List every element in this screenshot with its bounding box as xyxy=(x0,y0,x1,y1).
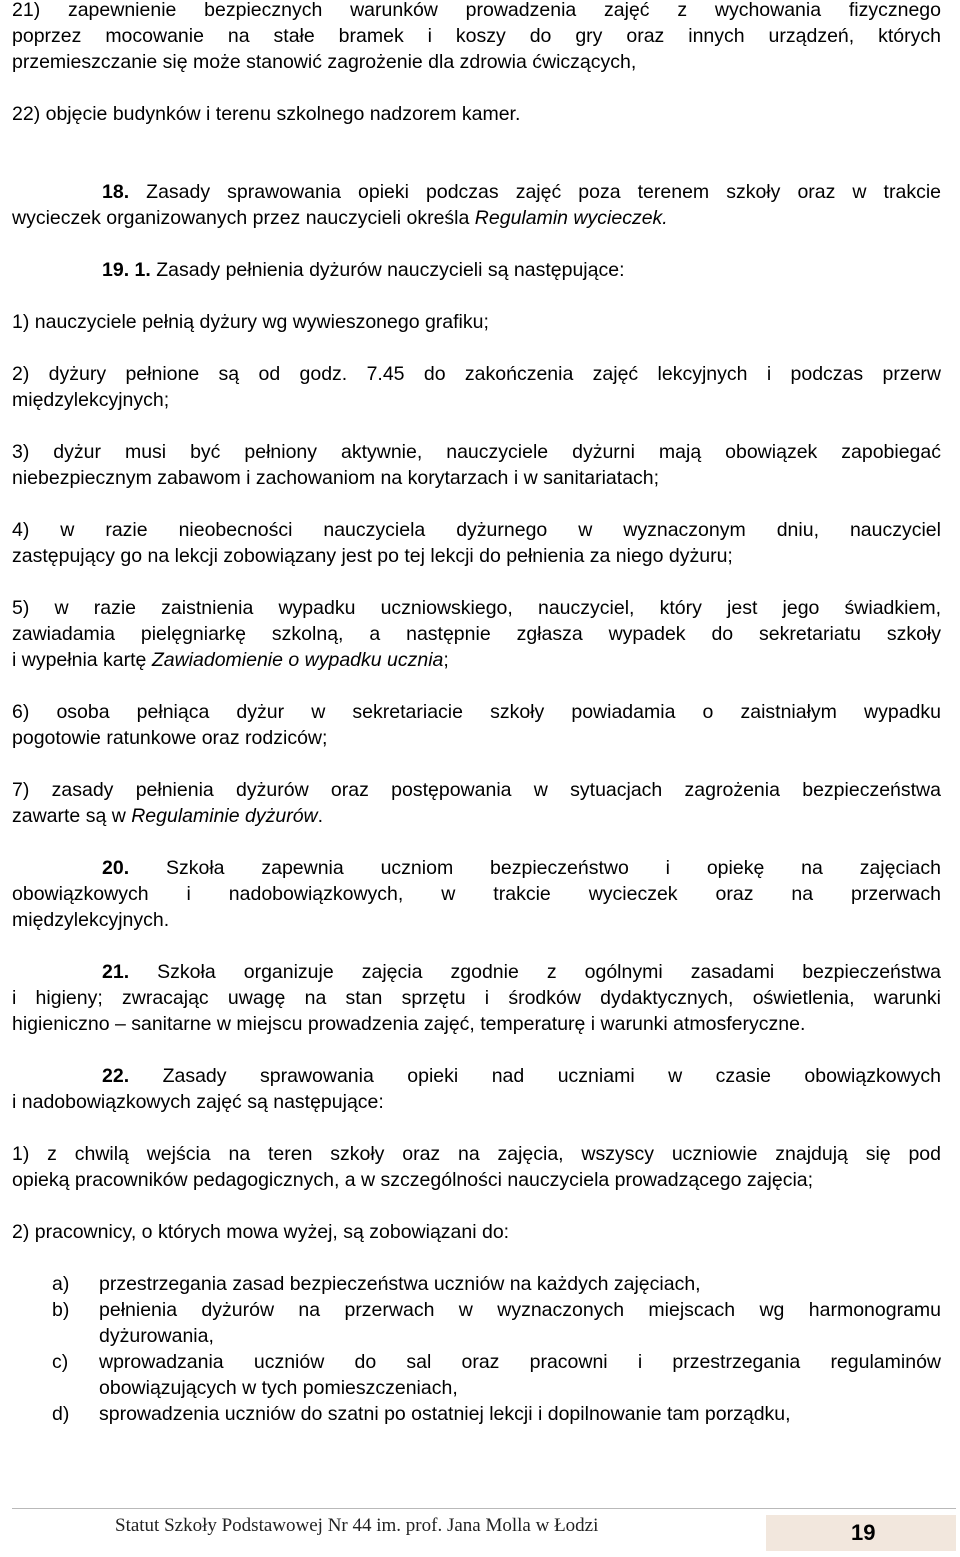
list-text: dyżurowania, xyxy=(99,1325,214,1347)
duty-3-line-2: niebezpiecznym zabawom i zachowaniom na korytarzach i w sanitariatach; xyxy=(12,467,660,489)
duty-5-text: i wypełnia kartę xyxy=(12,649,152,671)
section-21-line-3: higieniczno – sanitarne w miejscu prowadzenia zajęć, temperaturę i warunki atmosferyczne. xyxy=(12,1013,806,1035)
list-label: c) xyxy=(52,1351,69,1373)
list-text: obowiązujących w tych pomieszczeniach, xyxy=(99,1377,458,1399)
duty-5-line-1: 5) w razie zaistnienia wypadku uczniowskiego, nauczyciel, który jest jego świadkiem, xyxy=(12,597,941,619)
section-18-text-2: wycieczek organizowanych przez nauczycieli określa xyxy=(12,207,475,229)
list-text: przestrzegania zasad bezpieczeństwa uczniów na każdych zajęciach, xyxy=(99,1273,701,1295)
page-number-box xyxy=(766,1515,956,1551)
section-19-heading xyxy=(12,257,941,283)
list-label: d) xyxy=(52,1403,70,1425)
list-text: pełnienia dyżurów na przerwach w wyznaczonych miejscach wg harmonogramu xyxy=(99,1299,941,1321)
section-20-text: Szkoła zapewnia uczniom bezpieczeństwo i opiekę na zajęciach xyxy=(129,857,941,879)
section-18-line-1 xyxy=(12,179,941,205)
duty-7-end: . xyxy=(317,805,324,827)
item-22: 22) objęcie budynków i terenu szkolnego nadzorem kamer. xyxy=(12,103,521,125)
rule-2: 2) pracownicy, o których mowa wyżej, są zobowiązani do: xyxy=(12,1221,510,1243)
duty-6-line-2: pogotowie ratunkowe oraz rodziców; xyxy=(12,727,328,749)
section-22-number: 22. xyxy=(102,1065,130,1087)
section-21-line-1 xyxy=(12,959,941,985)
section-21-line-2: i higieny; zwracając uwagę na stan sprzętu i środków dydaktycznych, oświetlenia, warunki xyxy=(12,987,941,1009)
rule-1-line-1: 1) z chwilą wejścia na teren szkoły oraz na zajęcia, wszyscy uczniowie znajdują się pod xyxy=(12,1143,941,1165)
duty-7-line-2 xyxy=(12,803,941,829)
section-18-line-2 xyxy=(12,205,941,231)
section-21-text: Szkoła organizuje zajęcia zgodnie z ogólnymi zasadami bezpieczeństwa xyxy=(129,961,941,983)
duty-5-line-2: zawiadamia pielęgniarkę szkolną, a następnie zgłasza wypadek do sekretariatu szkoły xyxy=(12,623,941,645)
item-21-line-2: poprzez mocowanie na stałe bramek i koszy do gry oraz innych urządzeń, których xyxy=(12,25,941,47)
duty-7-line-1: 7) zasady pełnienia dyżurów oraz postępowania w sytuacjach zagrożenia bezpieczeństwa xyxy=(12,779,941,801)
section-19-number: 19. 1. xyxy=(102,259,151,281)
regulamin-wycieczek-ref: Regulamin wycieczek. xyxy=(474,207,668,229)
list-text: sprowadzenia uczniów do szatni po ostatniej lekcji i dopilnowanie tam porządku, xyxy=(99,1403,791,1425)
accident-report-ref: Zawiadomienie o wypadku ucznia xyxy=(151,649,444,671)
list-label: b) xyxy=(52,1299,70,1321)
section-18-number: 18. xyxy=(102,181,130,203)
page-number: 19 xyxy=(851,1520,876,1545)
duty-5-end: ; xyxy=(443,649,449,671)
duty-5-line-3 xyxy=(12,647,941,673)
duty-2-line-1: 2) dyżury pełnione są od godz. 7.45 do zakończenia zajęć lekcyjnych i podczas przerw xyxy=(12,363,941,385)
footer-title: Statut Szkoły Podstawowej Nr 44 im. prof. Jana Molla w Łodzi xyxy=(115,1515,599,1536)
regulamin-dyzurow-ref: Regulaminie dyżurów xyxy=(131,805,318,827)
duty-6-line-1: 6) osoba pełniąca dyżur w sekretariacie szkoły powiadamia o zaistniałym wypadku xyxy=(12,701,941,723)
section-20-number: 20. xyxy=(102,857,130,879)
duty-2-line-2: międzylekcyjnych; xyxy=(12,389,170,411)
duty-1: 1) nauczyciele pełnią dyżury wg wywieszonego grafiku; xyxy=(12,311,489,333)
duty-7-text: zawarte są w xyxy=(12,805,132,827)
duty-4-line-1: 4) w razie nieobecności nauczyciela dyżurnego w wyznaczonym dniu, nauczyciel xyxy=(12,519,941,541)
duty-3-line-1: 3) dyżur musi być pełniony aktywnie, nauczyciele dyżurni mają obowiązek zapobiegać xyxy=(12,441,941,463)
item-21-line-3: przemieszczanie się może stanowić zagrożenie dla zdrowia ćwiczących, xyxy=(12,51,637,73)
list-text: wprowadzania uczniów do sal oraz pracowni i przestrzegania regulaminów xyxy=(99,1351,941,1373)
item-21-line-1: 21) zapewnienie bezpiecznych warunków prowadzenia zajęć z wychowania fizycznego xyxy=(12,0,941,21)
section-18-text: Zasady sprawowania opieki podczas zajęć poza terenem szkoły oraz w trakcie xyxy=(129,181,941,203)
section-22-line-2: i nadobowiązkowych zajęć są następujące: xyxy=(12,1091,384,1113)
list-label: a) xyxy=(52,1273,70,1295)
section-22-text: Zasady sprawowania opieki nad uczniami w czasie obowiązkowych xyxy=(129,1065,941,1087)
section-21-number: 21. xyxy=(102,961,130,983)
page-footer xyxy=(12,1508,956,1553)
section-20-line-3: międzylekcyjnych. xyxy=(12,909,170,931)
section-20-line-1 xyxy=(12,855,941,881)
section-20-line-2: obowiązkowych i nadobowiązkowych, w trakcie wycieczek oraz na przerwach xyxy=(12,883,941,905)
section-19-text: Zasady pełnienia dyżurów nauczycieli są następujące: xyxy=(150,259,625,281)
section-22-line-1 xyxy=(12,1063,941,1089)
rule-1-line-2: opieką pracowników pedagogicznych, a w szczególności nauczyciela prowadzącego zajęcia; xyxy=(12,1169,814,1191)
duty-4-line-2: zastępujący go na lekcji zobowiązany jest po tej lekcji do pełnienia za niego dyżuru; xyxy=(12,545,733,567)
